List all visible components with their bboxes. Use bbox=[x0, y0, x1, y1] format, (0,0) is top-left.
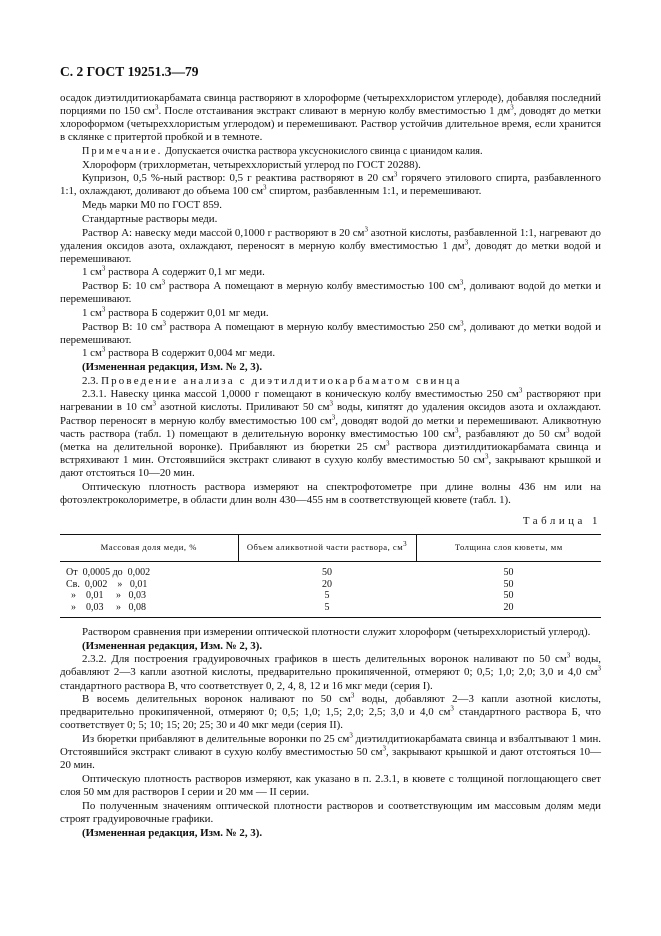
cell-cuvette-thickness: 50 bbox=[503, 567, 514, 578]
paragraph-text: (Измененная редакция, Изм. № 2, 3). bbox=[82, 361, 263, 373]
document-body bbox=[60, 92, 601, 840]
table-header-row bbox=[60, 534, 601, 561]
paragraph bbox=[60, 653, 601, 692]
paragraph bbox=[60, 145, 601, 158]
paragraph bbox=[60, 827, 601, 840]
paragraph bbox=[60, 318, 601, 347]
paragraph bbox=[60, 347, 601, 360]
paragraph bbox=[60, 159, 601, 172]
paragraph-text: По полученным значениям оптической плотности растворов и соответствующим им массовым долям меди строят градуировочные графики. bbox=[60, 799, 601, 825]
paragraph-text: Купризон, 0,5 %-ный раствор: 0,5 г реактива растворяют в 20 $см^3$ горячего этилового спирта, разбавленного 1:1, охлаждают, доливают до объема 100 $см^3$ спиртом, разбавленным 1:1, и перемешивают. bbox=[60, 170, 601, 198]
paragraph bbox=[60, 800, 601, 826]
paragraph-text: В восемь делительных воронок наливают по 50 $см^3$ воды, добавляют 2—3 капли азотной кислоты, предварительно прокипяченной, отмеряют 0; 0,5; 1,0; 1,5; 2,0; 2,5; 3,0 и 4,0 $см^3$ стандартного раствора Б, что соответствует 0; 5; 10; 15; 20; 25; 30 и 40 мкг меди (серия II). bbox=[60, 691, 601, 732]
paragraph-text: осадок диэтилдитиокарбамата свинца растворяют в хлороформе (четыреххлористом углероде), добавляя последний порциями по 150 $см^3$. После отстаивания экстракт сливают в мерную колбу вместимостью 1 $дм^3$, доводят до метки хлороформом (четыреххлористым углеродом) и перемешивают. Раствор устойчив длительное время, если хранится в склянке с притертой пробкой и в темноте. bbox=[60, 92, 601, 144]
paragraph-text: (Измененная редакция, Изм. № 2, 3). bbox=[82, 826, 263, 839]
paragraph bbox=[60, 280, 601, 306]
paragraph bbox=[60, 626, 601, 639]
table-row bbox=[60, 562, 601, 579]
paragraph-text: Оптическую плотность растворов измеряют, как указано в п. 2.3.1, в кювете с толщиной поглощающего свет слоя 50 мм для растворов I серии и 20 мм — II серии. bbox=[60, 773, 601, 799]
paragraph bbox=[60, 693, 601, 732]
column-header-copper-fraction: Массовая доля меди, % bbox=[60, 534, 238, 561]
cell-aliquot-volume: 50 bbox=[322, 567, 332, 578]
cell-aliquot-volume: 20 bbox=[322, 578, 332, 590]
cell-copper-fraction: » 0,03 » 0,08 bbox=[60, 602, 238, 618]
cell-cuvette-thickness: 20 bbox=[416, 602, 601, 618]
table-1 bbox=[60, 534, 601, 618]
table-caption: Таблица 1 bbox=[522, 514, 601, 527]
paragraph bbox=[60, 481, 601, 507]
paragraph bbox=[60, 266, 601, 279]
paragraph-text: Раствор Б: 10 $см^3$ раствора А помещают в мерную колбу вместимостью 100 $см^3$, доливают водой до метки и перемешивают. bbox=[60, 278, 601, 306]
paragraph-text: Раствор В: 10 $см^3$ раствора А помещают в мерную колбу вместимостью 250 $см^3$, доливают до метки водой и перемешивают. bbox=[60, 318, 601, 346]
paragraph-text: 2.3. bbox=[82, 374, 102, 387]
table-row bbox=[60, 602, 601, 618]
cell-aliquot-volume: 5 bbox=[238, 602, 416, 618]
paragraph-text: Оптическую плотность раствора измеряют на спектрофотометре при длине волны 436 нм или на фотоэлектроколориметре, в области длин волн 430—455 нм в соответствующей кювете (табл. 1). bbox=[60, 480, 601, 506]
cell-copper-fraction: От 0,0005 до 0,002 bbox=[66, 567, 151, 578]
paragraph bbox=[60, 773, 601, 799]
page-header: С. 2 ГОСТ 19251.3—79 bbox=[60, 64, 199, 79]
table-body bbox=[60, 562, 601, 618]
paragraph-text: 1 $см^3$ раствора В содержит 0,004 мг меди. bbox=[82, 345, 276, 360]
cell-copper-fraction: » 0,01 » 0,03 bbox=[66, 590, 146, 601]
note-label: Примечание. bbox=[82, 145, 163, 157]
paragraph bbox=[60, 640, 601, 653]
paragraph bbox=[60, 213, 601, 226]
paragraph-text: (Измененная редакция, Изм. № 2, 3). bbox=[82, 639, 263, 652]
paragraph-text: 1 $см^3$ раствора А содержит 0,1 мг меди. bbox=[82, 264, 265, 279]
paragraph-block-b bbox=[60, 626, 601, 840]
paragraph bbox=[60, 388, 601, 480]
paragraph bbox=[60, 224, 601, 266]
cell-copper-fraction: Св. 0,002 » 0,01 bbox=[66, 578, 148, 590]
paragraph-text: Стандартные растворы меди. bbox=[82, 212, 218, 225]
paragraph bbox=[60, 199, 601, 212]
paragraph bbox=[60, 92, 601, 144]
paragraph-text: 2.3.1. Навеску цинка массой 1,0000 г помещают в коническую колбу вместимостью 250 $см^3$ растворяют при нагревании в 10 $см^3$ азотной кислоты. Приливают 50 $см^3$ воды, кипятят до удаления оксидов азота и охлаждают. Раствор переносят в мерную колбу вместимостью 100 $см^3$, доводят водой до метки и перемешивают. Аликвотную часть раствора (табл. 1) помещают в делительную воронку вместимостью 100 $см^3$, разбавляют до 50 $см^3$ водой (метка на делительной воронке). Прибавляют из бюретки 25 $см^3$ раствора диэтилдитиокарбамата свинца и встряхивают 1 мин. Отстоявшийся экстракт сливают в сухую колбу вместимостью 50 $см^3$, закрывают крышкой и дают отстояться 10—20 мин. bbox=[60, 386, 602, 479]
column-header-aliquot-volume: Объем аликвотной части раствора, $см^3$ bbox=[238, 534, 416, 561]
paragraph-text: Хлороформ (трихлорметан, четыреххлористый углерод по ГОСТ 20288). bbox=[82, 158, 421, 171]
paragraph-block-a bbox=[60, 92, 601, 507]
paragraph-text: Раствор А: навеску меди массой 0,1000 г растворяют в 20 $см^3$ азотной кислоты, разбавленной 1:1, нагревают до удаления оксидов азота, охлаждают, переносят в мерную колбу вместимостью 1 $дм^3$, доводят до метки водой и перемешивают. bbox=[60, 224, 601, 265]
paragraph bbox=[60, 307, 601, 320]
table-row bbox=[60, 579, 601, 591]
paragraph-text: Раствором сравнения при измерении оптической плотности служит хлороформ (четыреххлористый углерод). bbox=[82, 626, 591, 638]
paragraph bbox=[60, 361, 601, 374]
cell-cuvette-thickness: 50 bbox=[503, 578, 514, 590]
cell-aliquot-volume: 5 bbox=[324, 590, 330, 601]
table-row bbox=[60, 590, 601, 602]
cell-cuvette-thickness: 50 bbox=[503, 590, 514, 601]
paragraph-text: 2.3.2. Для построения градуировочных графиков в шесть делительных воронок наливают по 50 $см^3$ воды, добавляют 2—3 капли азотной кислоты, предварительно прокипяченной, отмеряют 0; 0,5; 1,0; 2,0; 3,0 и 4,0 $см^3$ стандартного раствора В, что соответствует 0, 2, 4, 8, 12 и 16 мкг меди (серия I). bbox=[60, 651, 601, 692]
paragraph-text: 1 $см^3$ раствора Б содержит 0,01 мг меди. bbox=[82, 305, 269, 319]
paragraph-text: Медь марки М0 по ГОСТ 859. bbox=[82, 199, 222, 212]
paragraph-text: Из бюретки прибавляют в делительные воронки по 25 $см^3$ диэтилдитиокарбамата свинца и взбалтывают 1 мин. Отстоявшийся экстракт сливают в сухую колбу вместимостью 50 $см^3$, закрывают крышкой и дают отстояться 10—20 мин. bbox=[60, 731, 602, 772]
note-text: Допускается очистка раствора уксуснокислого свинца с цианидом калия. bbox=[162, 145, 483, 157]
section-title: Проведение анализа с диэтилдитиокарбаматом свинца bbox=[101, 374, 462, 387]
paragraph bbox=[60, 172, 601, 198]
column-header-cuvette-thickness: Толщина слоя кюветы, мм bbox=[416, 534, 601, 561]
paragraph bbox=[60, 733, 601, 772]
